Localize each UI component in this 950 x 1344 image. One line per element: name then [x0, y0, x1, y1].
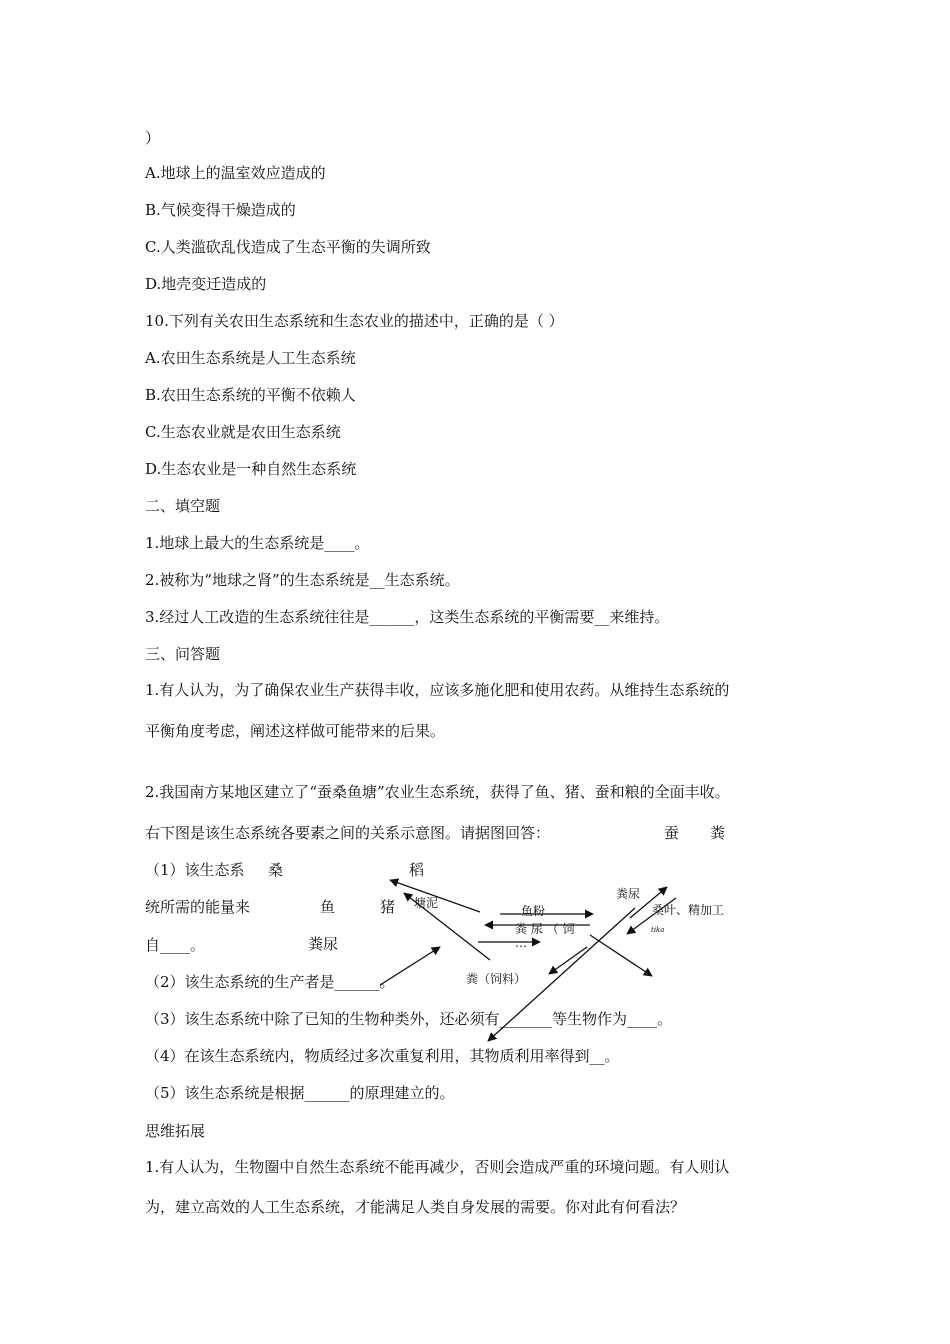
diagram-label-fish: 鱼 [320, 898, 336, 916]
fill-question-3: 3.经过人工改造的生态系统往往是______，这类生态系统的平衡需要__来维持。 [145, 608, 670, 626]
fill-question-2: 2.被称为“地球之肾”的生态系统是__生态系统。 [145, 571, 460, 589]
option-c: C.人类滥砍乱伐造成了生态平衡的失调所致 [145, 238, 431, 256]
option-a: A.农田生态系统是人工生态系统 [145, 349, 356, 367]
diagram-label-fragment: … [515, 936, 527, 950]
section-heading: 三、问答题 [145, 645, 221, 663]
arrow-manure-to-pond [380, 947, 440, 985]
option-a: A.地球上的温室效应造成的 [145, 164, 326, 182]
diagram-label-pond-mud: 塘泥 [414, 896, 439, 910]
option-d: D.地壳变迁造成的 [145, 275, 267, 293]
option-c: C.生态农业就是农田生态系统 [145, 423, 341, 441]
qa-question-2: 2.我国南方某地区建立了“蚕桑鱼塘”农业生态系统，获得了鱼、猪、蚕和粮的全面丰收。 [145, 783, 730, 801]
sub-question-2: （2）该生态系统的生产者是______。 [145, 973, 395, 991]
diagram-label-dung-feed: 粪（饲料） [466, 972, 527, 986]
option-b: B.农田生态系统的平衡不依赖人 [145, 386, 356, 404]
text-line: ） [145, 129, 161, 147]
sub-question-1b: 统所需的能量来 [145, 898, 251, 916]
sub-question-1a: （1）该生态系 [145, 861, 245, 879]
diagram-label-manure-feed: 粪 尿 （ 饲 [515, 922, 575, 936]
section-heading: 二、填空题 [145, 497, 221, 515]
diagram-label-pig: 猪 [380, 898, 396, 916]
sub-question-1c: 自____。 [145, 936, 206, 954]
diagram-label-fish-meal: 鱼粉 [521, 904, 546, 918]
arrow-leaf-down-left [627, 898, 676, 934]
diagram-label-silkworm: 蚕 [664, 824, 680, 842]
diagram-label-mulberry-leaf: 桑叶、精加工 [652, 903, 725, 917]
diagram-label-dung-top: 粪 [710, 824, 726, 842]
fill-question-1: 1.地球上最大的生态系统是____。 [145, 534, 370, 552]
qa-question-2-cont: 右下图是该生态系统各要素之间的关系示意图。请据图回答： [145, 824, 551, 842]
sub-question-3: （3）该生态系统中除了已知的生物种类外，还必须有_______等生物作为____。 [145, 1010, 673, 1028]
diagram-label-manure-left: 粪尿 [308, 935, 339, 953]
section-heading: 思维拓展 [145, 1122, 206, 1140]
arrow-to-fish [549, 947, 587, 974]
thinking-question-1-cont: 为，建立高效的人工生态系统，才能满足人类自身发展的需要。你对此有何看法？ [145, 1198, 686, 1216]
option-d: D.生态农业是一种自然生态系统 [145, 460, 357, 478]
sub-question-4: （4）在该生态系统内，物质经过多次重复利用，其物质利用率得到__。 [145, 1047, 620, 1065]
qa-question-1-cont: 平衡角度考虑，阐述这样做可能带来的后果。 [145, 722, 446, 740]
option-b: B.气候变得干燥造成的 [145, 201, 296, 219]
diagram-label-rice: 稻 [409, 861, 425, 879]
diagram-label-mulberry: 桑 [268, 861, 284, 879]
arrow-pondmud-to-mulberry [390, 880, 480, 912]
question-10: 10.下列有关农田生态系统和生态农业的描述中，正确的是（ ） [145, 312, 564, 330]
arrow-dungfeed-to-rice [404, 893, 490, 960]
qa-question-1: 1.有人认为，为了确保农业生产获得丰收，应该多施化肥和使用农药。从维持生态系统的 [145, 681, 730, 699]
thinking-question-1: 1.有人认为，生物圈中自然生态系统不能再减少，否则会造成严重的环境问题。有人则认 [145, 1158, 730, 1176]
arrow-manure-up-right [630, 887, 667, 918]
diagram-label-tiny-mark: tika [651, 926, 665, 934]
diagram-label-manure-right: 粪尿 [616, 887, 641, 901]
arrow-long-diagonal [488, 908, 635, 1041]
sub-question-5: （5）该生态系统是根据______的原理建立的。 [145, 1084, 455, 1102]
